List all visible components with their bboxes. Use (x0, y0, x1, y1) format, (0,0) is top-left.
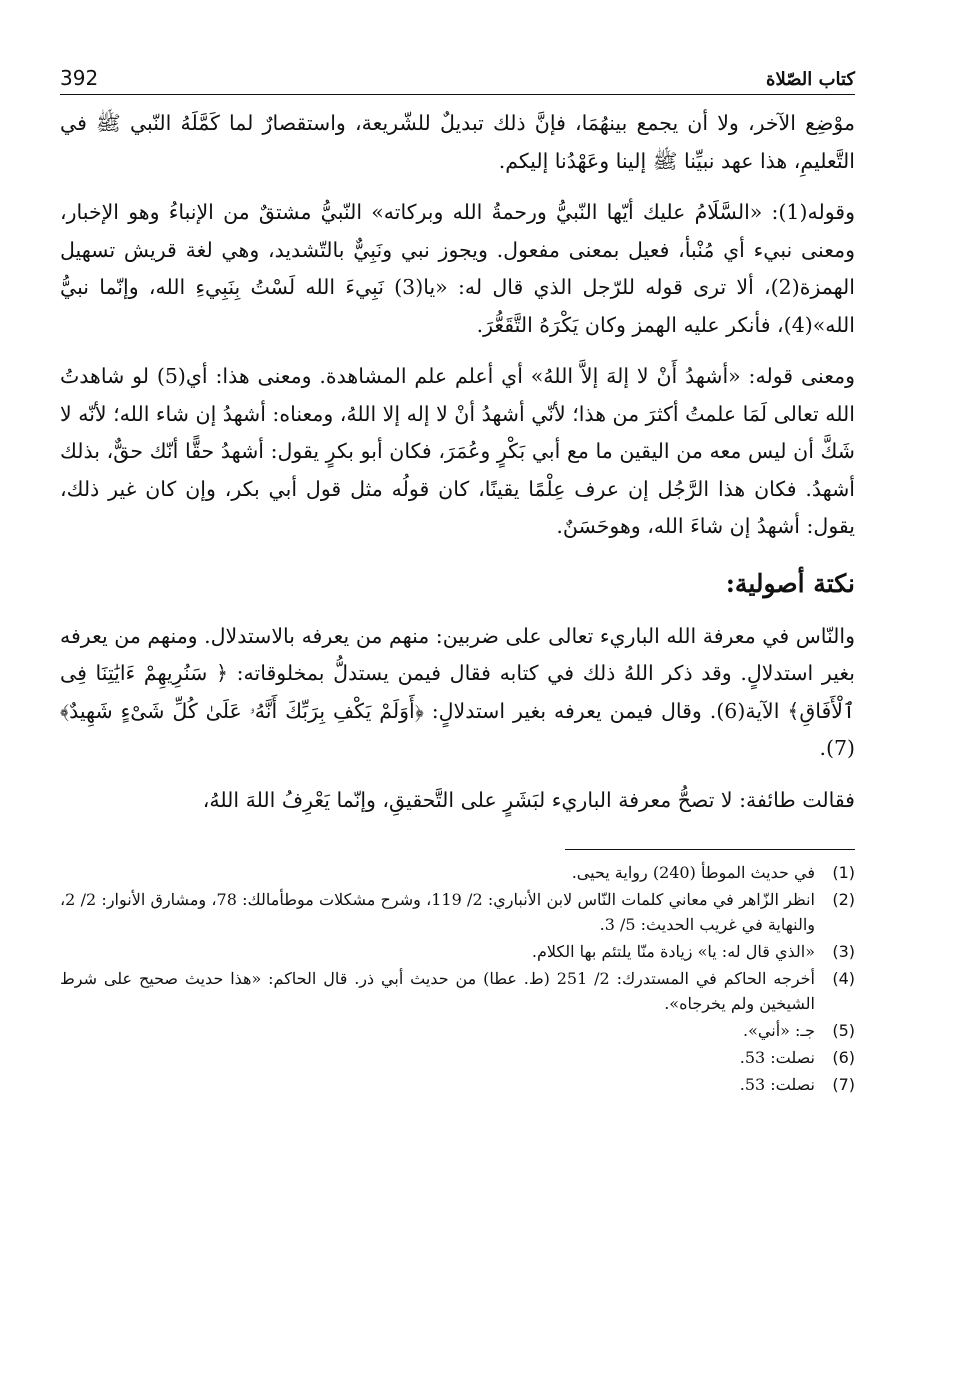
footnote-item (60, 860, 855, 885)
paragraph-3: ومعنى قوله: «أشهدُ أَنْ لا إلهَ إلاَّ اللهُ» أي أعلم علم المشاهدة. ومعنى هذا: أي(5) لو شاهدتُ الله تعالى لَمَا علمتُ أكثرَ من هذا؛ لأنّي أشهدُ أنْ لا إله إلا اللهُ، ومعناه: أشهدُ إن شاء الله؛ لأنّه لا شَكَّ أن ليس معه من اليقين ما مع أبي بَكْرٍ وعُمَرَ، فكان أبو بكرٍ يقول: أشهدُ حقًّا أنّك حقٌّ، بذلك أشهدُ. فكان هذا الرَّجُل إن عرف عِلْمًا يقينًا، كان قولُه مثل قول أبي بكر، وإن كان غير ذلك، يقول: أشهدُ إن شاءَ الله، وهوحَسَنٌ. (60, 364, 855, 538)
document-page (60, 56, 855, 1099)
footnote-text: في حديث الموطأ (240) رواية يحيى. (571, 863, 815, 882)
page-number: 392 (60, 66, 99, 90)
paragraph-5: فقالت طائفة: لا تصحُّ معرفة الباريء لبَشَرٍ على التَّحقيقِ، وإنّما يَعْرِفُ اللهَ اللهُ، (202, 787, 855, 812)
footnote-item (60, 939, 855, 964)
footnote-number: (5) (832, 1021, 855, 1040)
footnote-text: جـ: «أني». (743, 1021, 815, 1040)
footnote-item (60, 887, 855, 937)
paragraph-2: وقوله(1): «السَّلَامُ عليك أيّها النّبيُّ ورحمةُ الله وبركاته» النّبيُّ مشتقٌ من الإنباءُ وهو الإخبار، ومعنى نبيء أي مُنْبأ، فعيل بمعنى مفعول. ويجوز نبي ونَبِيٌّ بالتّشديد، وهي لغة قريش تسهيل الهمزة(2)، ألا ترى قوله للرّجل الذي قال له: «يا(3) نَبِيءَ الله لَسْتُ بِنَبِيءِ الله، وإنّما نبيُّ الله»(4)، فأنكر عليه الهمز وكان يَكْرَهُ التَّقَعُّرَ. (60, 200, 855, 337)
footnote-number: (3) (832, 942, 855, 961)
footnote-item (60, 966, 855, 1016)
footnote-number: (4) (832, 969, 855, 988)
footnote-text: نصلت: 53. (739, 1075, 815, 1094)
footnote-text: انظر الزّاهر في معاني كلمات النّاس لابن الأنباري: 2/ 119، وشرح مشكلات موطأمالك: 78، ومشارق الأنوار: 2/ 2، والنهاية في غريب الحديث: 5/ 3. (60, 890, 815, 934)
paragraph-4: والنّاس في معرفة الله الباريء تعالى على ضربين: منهم من يعرفه بالاستدلال. ومنهم من يعرفه بغير استدلالٍ. وقد ذكر اللهُ ذلك في كتابه فقال فيمن يستدلُّ بمخلوقاته: ﴿ سَنُرِيهِمْ ءَايَٰتِنَا فِى ٱلْأَفَاقِ﴾ الآية(6). وقال فيمن يعرفه بغير استدلالٍ: ﴿أَوَلَمْ يَكْفِ بِرَبِّكَ أَنَّهُۥ عَلَىٰ كُلِّ شَىْءٍ شَهِيدٌ﴾(7). (60, 623, 856, 760)
footnote-item (60, 1045, 855, 1070)
paragraph-1: موْضِع الآخر، ولا أن يجمع بينهُمَا، فإنَّ ذلك تبديلٌ للشّريعة، واستقصارٌ لما كَمَّلَهُ النّبي ﷺ في التَّعليمِ، هذا عهد نبيِّنا ﷺ إلينا وعَهْدُنا إليكم. (60, 111, 855, 173)
running-title: كتاب الصّلاة (766, 69, 855, 90)
footnote-text: «الذي قال له: يا» زيادة منّا يلتئم بها الكلام. (531, 942, 815, 961)
footnote-number: (7) (832, 1075, 855, 1094)
footnote-text: أخرجه الحاكم في المستدرك: 2/ 251 (ط. عطا) من حديث أبي ذر. قال الحاكم: «هذا حديث صحيح على شرط الشيخين ولم يخرجاه». (60, 969, 815, 1013)
footnote-text: نصلت: 53. (739, 1048, 815, 1067)
footnote-divider (565, 849, 855, 850)
footnote-item (60, 1018, 855, 1043)
footnote-number: (1) (832, 863, 855, 882)
section-heading: نكتة أصولية: (725, 568, 855, 598)
page-header (60, 56, 855, 95)
footnotes (60, 860, 855, 1097)
footnote-item (60, 1072, 855, 1097)
footnote-number: (6) (832, 1048, 855, 1067)
footnote-number: (2) (832, 890, 855, 909)
